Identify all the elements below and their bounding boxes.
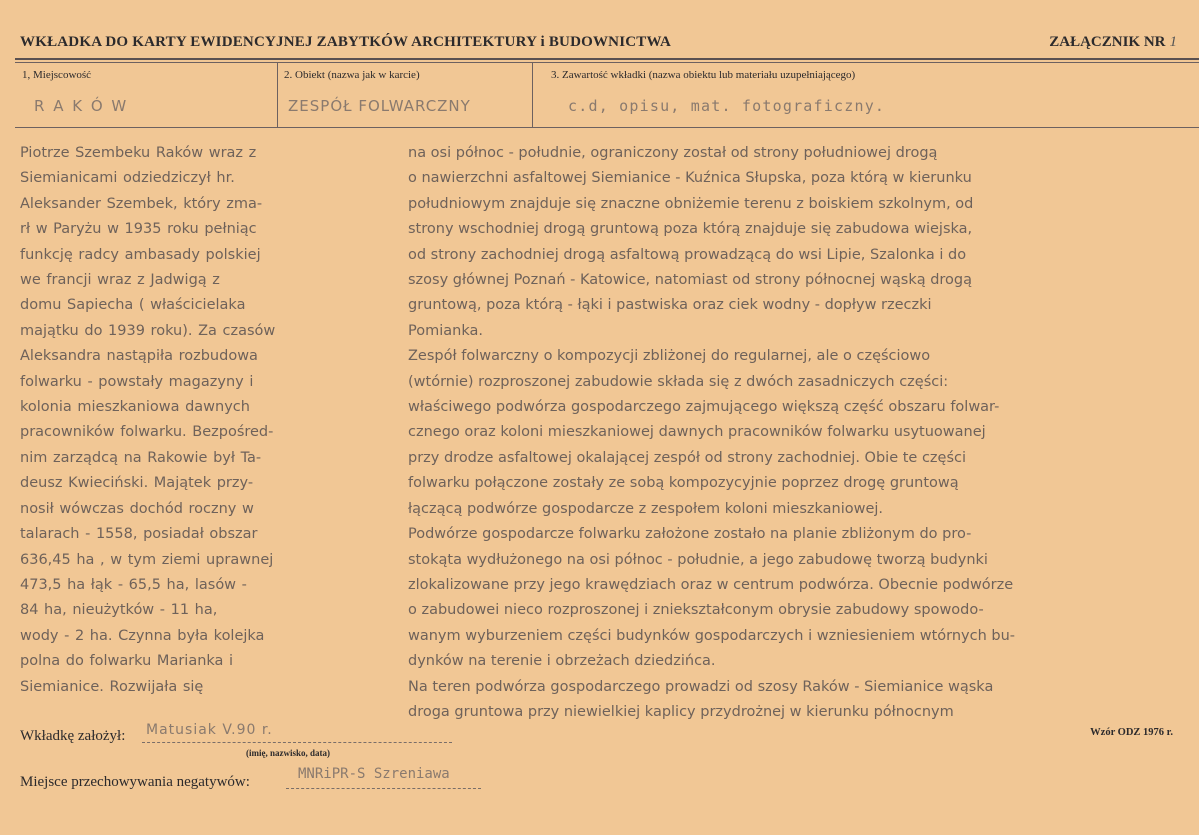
content-value: c.d, opisu, mat. fotograficzny. [568,97,886,115]
created-by-line [142,742,452,743]
form-code: Wzór ODZ 1976 r. [1090,727,1173,738]
created-by-label: Wkładkę założył: [20,728,126,744]
object-value: ZESPÓŁ FOLWARCZNY [288,97,471,115]
field-divider-2 [532,62,533,127]
description-right-column: na osi północ - południe, ograniczony został od strony południowej drogą o nawierzchni asfaltowej Siemianice - Kuźnica Słupska, poza którą w kierunku południowym znajduje się znaczne obniżemie terenu z boiskiem szkolnym, od strony wschodniej drogą gruntową poza którą znajduje się zabudowa wiejska, od strony zachodniej drogą asfaltową prowadzącą do wsi Lipie, Szalonka i do szosy głównej Poznań - Katowice, natomiast od strony północnej wąską drogą gruntową, poza którą - łąki i pastwiska oraz ciek wodny - dopływ rzeczki Pomianka. Zespół folwarczny o kompozycji zbliżonej do regularnej, ale o częściowo (wtórnie) rozproszonej zabudowie składa się z dwóch zasadniczych części: właściwego podwórza gospodarczego zajmującego większą część obszaru folwar- cznego oraz koloni mieszkaniowej dawnych pracowników folwarku usytuowanej przy drodze asfaltowej okalającej zespół od strony zachodniej. Obie te części folwarku połączone zostały ze sobą kompozycyjnie poprzez drogę gruntową łączącą podwórze gospodarcze z zespołem koloni mieszkaniowej. Podwórze gospodarcze folwarku założone zostało na planie zbliżonym do pro- stokąta wydłużonego na osi północ - południe, a jego zabudowę tworzą budynki zlokalizowane przy jego krawędziach oraz w centrum podwórza. Obecnie podwórze o zabudowei nieco rozproszonej i zniekształconym obrysie zabudowy spowodo- wanym wyburzeniem części budynków gospodarczych i wzniesieniem wtórnych bu- dynków na terenie i obrzeżach dziedzińca. Na teren podwórza gospodarczego prowadzi od szosy Raków - Siemianice wąska droga gruntowa przy niewielkiej kaplicy przydrożnej w kierunku północnym [408,145,1015,720]
locality-label: 1, Miejscowość [22,69,92,81]
object-label: 2. Obiekt (nazwa jak w karcie) [284,69,420,81]
header-rule-bottom [15,62,1199,63]
annex-number [1049,34,1177,51]
created-by-value: Matusiak V.90 r. [146,722,273,738]
locality-value: R A K Ó W [34,97,129,115]
description-left-column: Piotrze Szembeku Raków wraz z Siemianicami odziedziczył hr. Aleksander Szembek, który zma- rł w Paryżu w 1935 roku pełniąc funkcję radcy ambasady polskiej we francji wraz z Jadwigą z domu Sapiecha ( właścicielaka majątku do 1939 roku). Za czasów Aleksandra nastąpiła rozbudowa folwarku - powstały magazyny i kolonia mieszkaniowa dawnych pracowników folwarku. Bezpośred- nim zarządcą na Rakowie był Ta- deusz Kwieciński. Majątek przy- nosił wówczas dochód roczny w talarach - 1558, posiadał obszar 636,45 ha , w tym ziemi uprawnej 473,5 ha łąk - 65,5 ha, lasów - 84 ha, nieużytków - 11 ha, wody - 2 ha. Czynna była kolejka polna do folwarku Marianka i Siemianice. Rozwijała się [20,145,276,695]
header-rule-top [15,58,1199,60]
form-title: WKŁADKA DO KARTY EWIDENCYJNEJ ZABYTKÓW ARCHITEKTURY i BUDOWNICTWA [20,34,672,50]
fields-rule [15,127,1199,128]
content-label: 3. Zawartość wkładki (nazwa obiektu lub materiału uzupełniającego) [551,69,856,81]
annex-number-value: 1 [1169,34,1177,50]
negatives-label: Miejsce przechowywania negatywów: [20,774,250,790]
field-divider-1 [277,62,278,127]
created-by-hint: (imię, nazwisko, data) [246,748,330,758]
annex-label: ZAŁĄCZNIK NR [1049,34,1166,50]
negatives-line [286,788,481,789]
negatives-value: MNRiPR-S Szreniawa [298,766,450,782]
